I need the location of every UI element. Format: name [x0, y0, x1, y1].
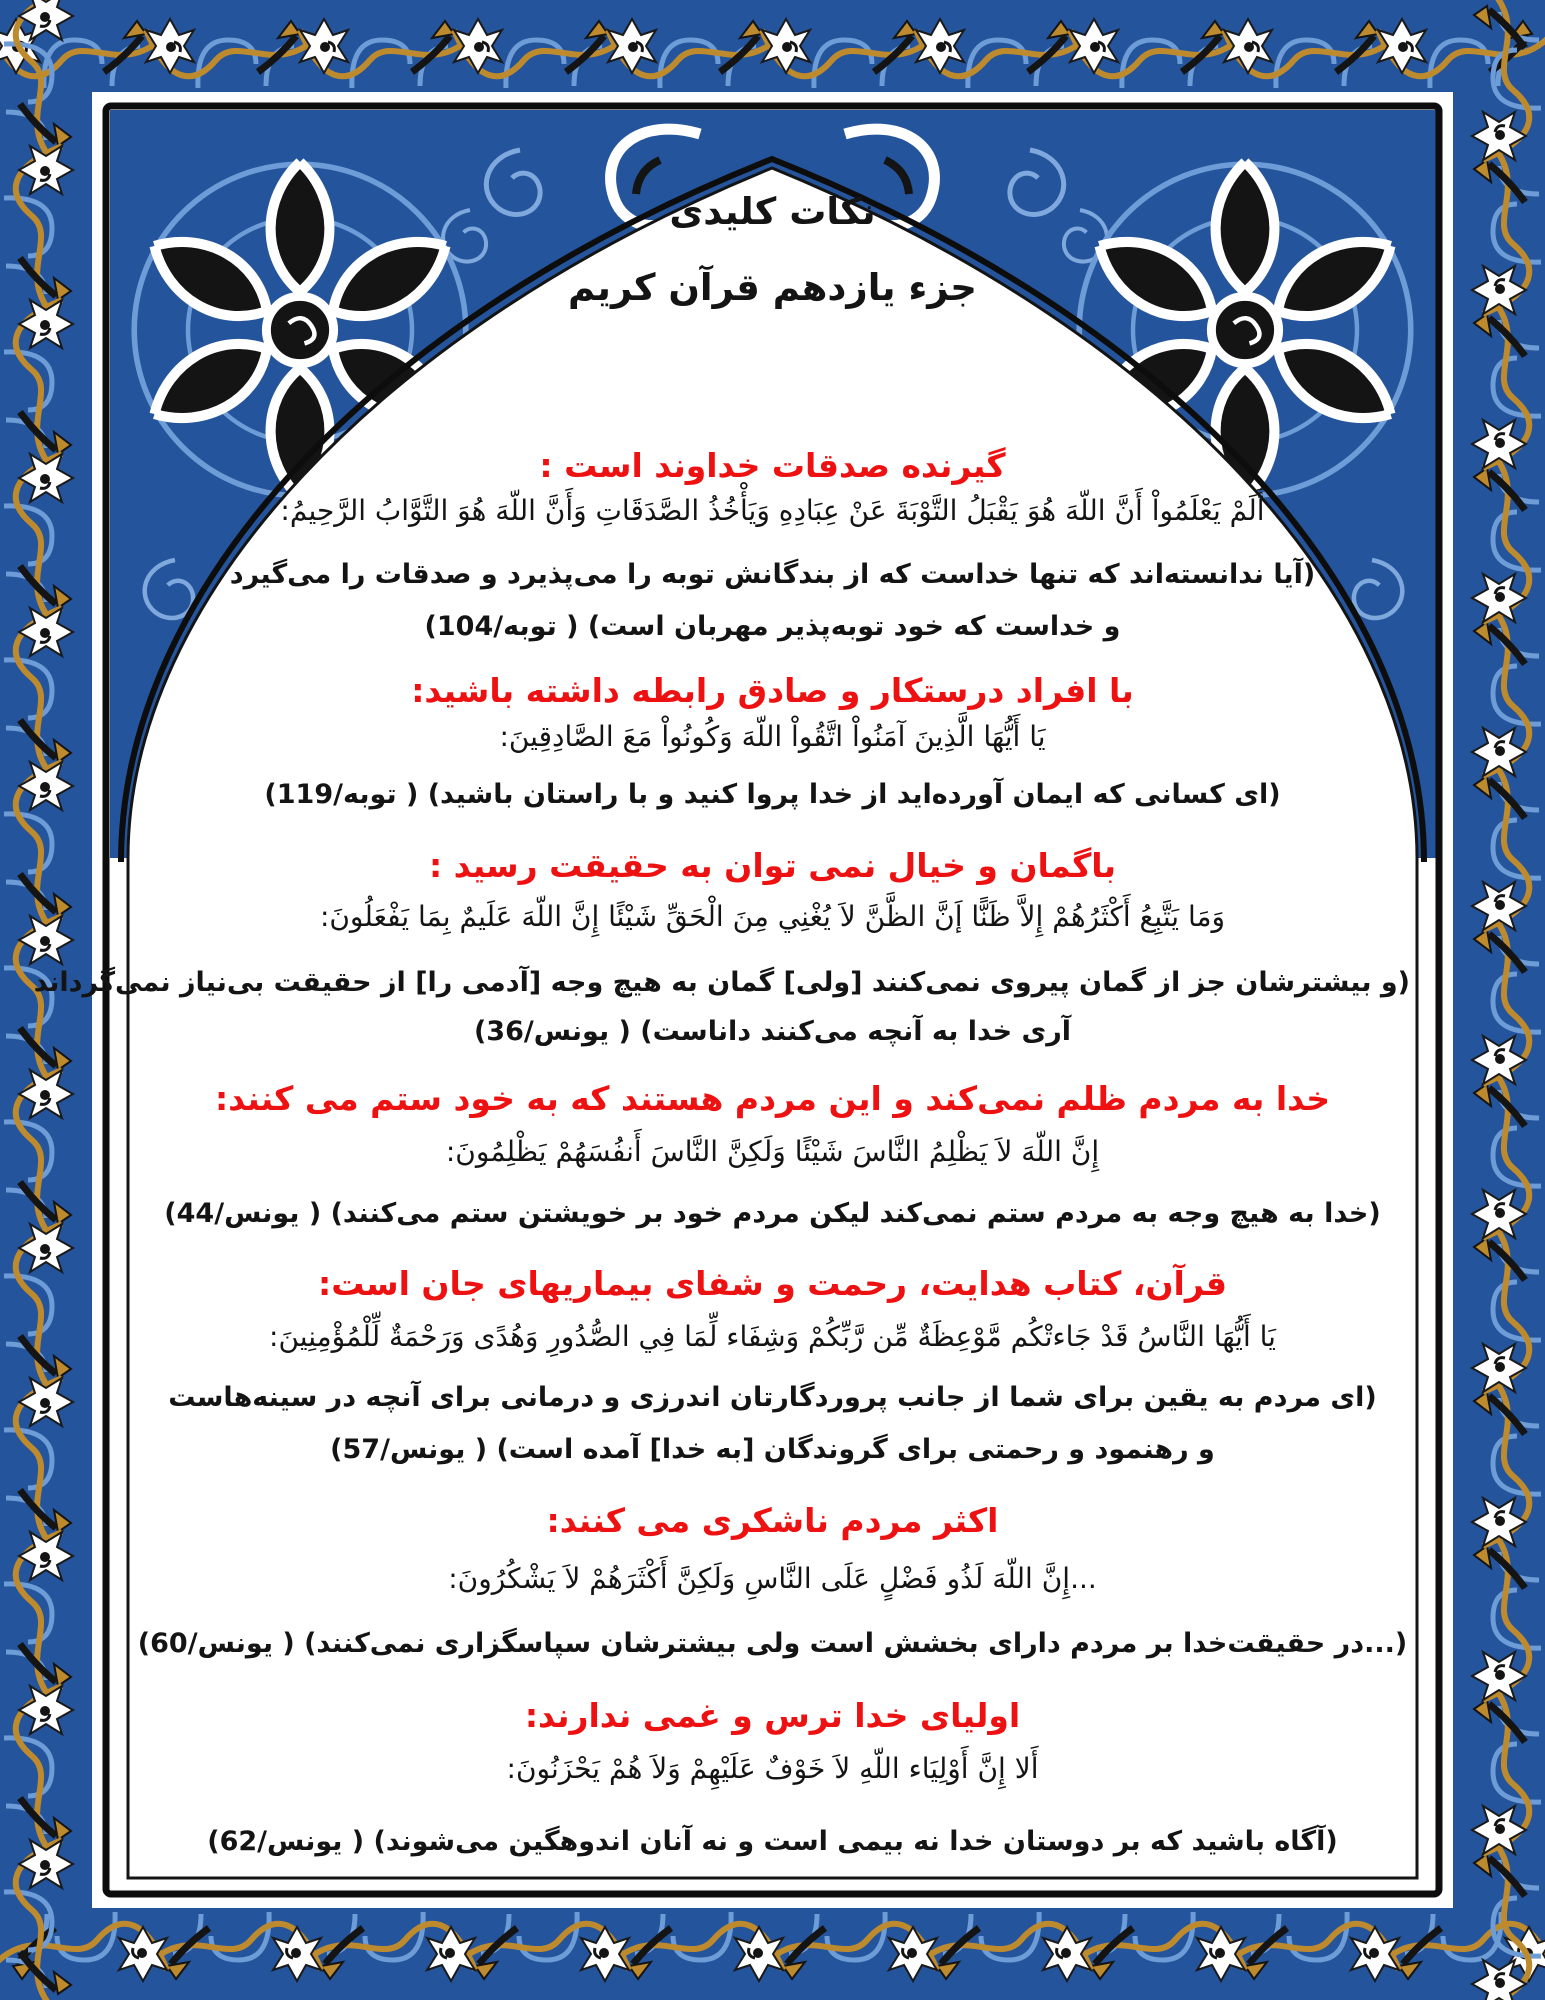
section-heading: خدا به مردم ظلم نمی‌کند و این مردم هستند که به خود ستم می کنند:	[214, 1079, 1331, 1118]
section-translation: (آیا ندانسته‌اند که تنها خداست که از بندگانش توبه را می‌پذیرد و صدقات را می‌گیرد	[229, 559, 1316, 590]
section-translation: و خداست که خود توبه‌پذیر مهربان است) ( توبه/104)	[424, 611, 1121, 642]
section-heading: باگمان و خیال نمی توان به حقیقت رسید :	[428, 846, 1117, 885]
page-subtitle: جزء یازدهم قرآن کریم	[568, 266, 977, 309]
section-translation: (خدا به هیچ وجه به مردم ستم نمی‌کند لیکن مردم خود بر خویشتن ستم می‌کنند) ( یونس/44)	[164, 1198, 1381, 1229]
section-verse: أَلا إِنَّ أَوْلِيَاء اللّهِ لاَ خَوْفٌ عَلَيْهِمْ وَلاَ هُمْ يَحْزَنُونَ:	[506, 1752, 1039, 1785]
section-translation: (ای کسانی که ایمان آورده‌اید از خدا پروا کنید و با راستان باشید) ( توبه/119)	[264, 779, 1281, 810]
section-heading: اکثر مردم ناشکری می کنند:	[546, 1501, 999, 1540]
section-translation: و رهنمود و رحمتی برای گروندگان [به خدا] آمده است) ( یونس/57)	[330, 1434, 1215, 1465]
section-translation: (آگاه باشید که بر دوستان خدا نه بیمی است و نه آنان اندوهگین می‌شوند) ( یونس/62)	[207, 1826, 1338, 1857]
section-heading: با افراد درستکار و صادق رابطه داشته باشید:	[411, 671, 1134, 710]
section-translation: (و بیشترشان جز از گمان پیروی نمی‌کنند [ولی] گمان به هیچ وجه [آدمی را] از حقیقت بی‌نیاز نمی‌گرداند	[33, 967, 1410, 998]
page-title: نکات کلیدی	[669, 190, 876, 233]
section-translation: (ای مردم به یقین برای شما از جانب پروردگارتان اندرزی و درمانی برای آنچه در سینه‌هاست	[168, 1382, 1377, 1413]
section-verse: أَلَمْ يَعْلَمُواْ أَنَّ اللّهَ هُوَ يَقْبَلُ التَّوْبَةَ عَنْ عِبَادِهِ وَيَأْخُذُ الصَّدَقَاتِ وَأَنَّ اللّهَ هُوَ التَّوَّابُ الرَّحِيمُ:	[280, 494, 1265, 527]
section-heading: اولیای خدا ترس و غمی ندارند:	[524, 1696, 1021, 1735]
section-verse: يَا أَيُّهَا النَّاسُ قَدْ جَاءتْكُم مَّوْعِظَةٌ مِّن رَّبِّكُمْ وَشِفَاء لِّمَا فِي الصُّدُورِ وَهُدًى وَرَحْمَةٌ لِّلْمُؤْمِنِينَ:	[269, 1320, 1276, 1353]
section-verse: ...إِنَّ اللّهَ لَذُو فَضْلٍ عَلَى النَّاسِ وَلَكِنَّ أَكْثَرَهُمْ لاَ يَشْكُرُونَ:	[448, 1562, 1097, 1595]
section-verse: وَمَا يَتَّبِعُ أَكْثَرُهُمْ إِلاَّ ظَنًّا إَنَّ الظَّنَّ لاَ يُغْنِي مِنَ الْحَقِّ شَيْئًا إِنَّ اللّهَ عَلَيمٌ بِمَا يَفْعَلُونَ:	[319, 900, 1226, 933]
section-heading: قرآن، کتاب هدایت، رحمت و شفای بیماریهای جان است:	[318, 1264, 1227, 1303]
section-verse: إِنَّ اللّهَ لاَ يَظْلِمُ النَّاسَ شَيْئًا وَلَكِنَّ النَّاسَ أَنفُسَهُمْ يَظْلِمُونَ:	[445, 1135, 1100, 1168]
section-verse: يَا أَيُّهَا الَّذِينَ آمَنُواْ اتَّقُواْ اللّهَ وَكُونُواْ مَعَ الصَّادِقِينَ:	[499, 720, 1046, 753]
section-translation: آری خدا به آنچه می‌کنند داناست) ( یونس/36)	[473, 1016, 1072, 1047]
section-translation: (...در حقیقت‌خدا بر مردم دارای بخشش است ولی بیشترشان سپاسگزاری نمی‌کنند) ( یونس/60)	[137, 1628, 1408, 1659]
section-heading: گیرنده صدقات خداوند است :	[539, 446, 1006, 485]
